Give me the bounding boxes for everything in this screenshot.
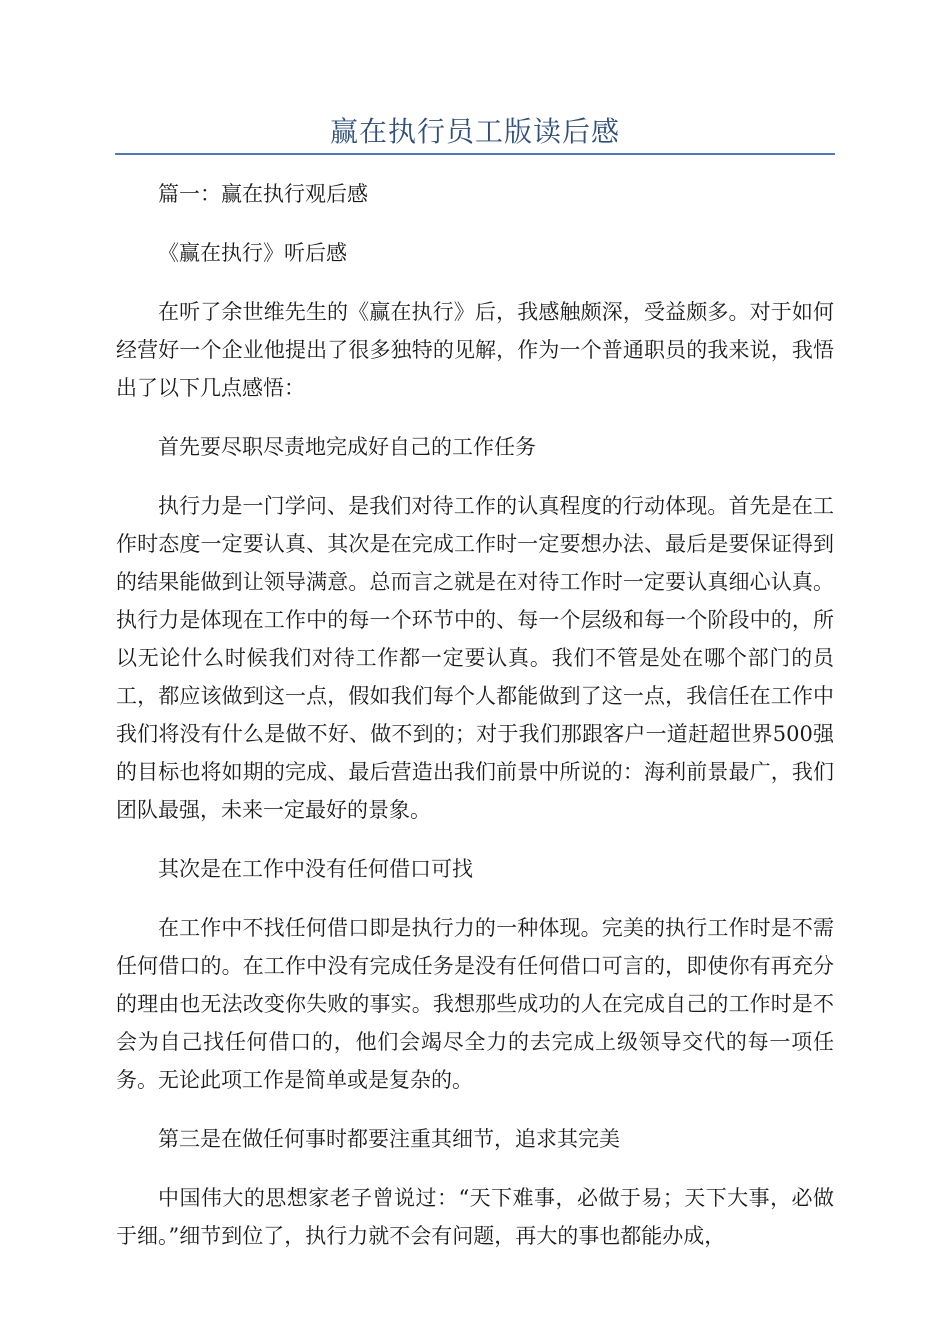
paragraph-heading-part1: 篇一：赢在执行观后感 bbox=[158, 182, 368, 206]
paragraph-point-1-heading: 首先要尽职尽责地完成好自己的工作任务 bbox=[158, 435, 536, 459]
paragraph-point-3-body: 中国伟大的思想家老子曾说过：“天下难事，必做于易；天下大事，必做于细。”细节到位了，执行力就不会有问题，再大的事也都能办成， bbox=[116, 1186, 834, 1248]
paragraph-intro: 在听了余世维先生的《赢在执行》后，我感触颇深，受益颇多。对于如何经营好一个企业他提出了很多独特的见解，作为一个普通职员的我来说，我悟出了以下几点感悟： bbox=[116, 300, 834, 400]
paragraph-point-1-body: 执行力是一门学问、是我们对待工作的认真程度的行动体现。首先是在工作时态度一定要认真、其次是在完成工作时一定要想办法、最后是要保证得到的结果能做到让领导满意。总而言之就是在对待工作时一定要认真细心认真。执行力是体现在工作中的每一个环节中的、每一个层级和每一个阶段中的，所以无论什么时候我们对待工作都一定要认真。我们不管是处在哪个部门的员工，都应该做到这一点，假如我们每个人都能做到了这一点，我信任在工作中我们将没有什么是做不好、做不到的；对于我们那跟客户一道赶超世界500强的目标也将如期的完成、最后营造出我们前景中所说的：海利前景最广，我们团队最强，未来一定最好的景象。 bbox=[116, 494, 834, 822]
title-underline bbox=[115, 153, 835, 155]
paragraph-point-2-body: 在工作中不找任何借口即是执行力的一种体现。完美的执行工作时是不需任何借口的。在工作中没有完成任务是没有任何借口可言的，即使你有再充分的理由也无法改变你失败的事实。我想那些成功的人在完成自己的工作时是不会为自己找任何借口的，他们会竭尽全力的去完成上级领导交代的每一项任务。无论此项工作是简单或是复杂的。 bbox=[116, 916, 834, 1092]
paragraph-subtitle: 《赢在执行》听后感 bbox=[158, 241, 347, 265]
paragraph-point-3-heading: 第三是在做任何事时都要注重其细节，追求其完美 bbox=[158, 1127, 620, 1151]
document-title: 赢在执行员工版读后感 bbox=[329, 115, 620, 148]
document-body bbox=[116, 175, 834, 1276]
paragraph-point-2-heading: 其次是在工作中没有任何借口可找 bbox=[158, 857, 473, 881]
